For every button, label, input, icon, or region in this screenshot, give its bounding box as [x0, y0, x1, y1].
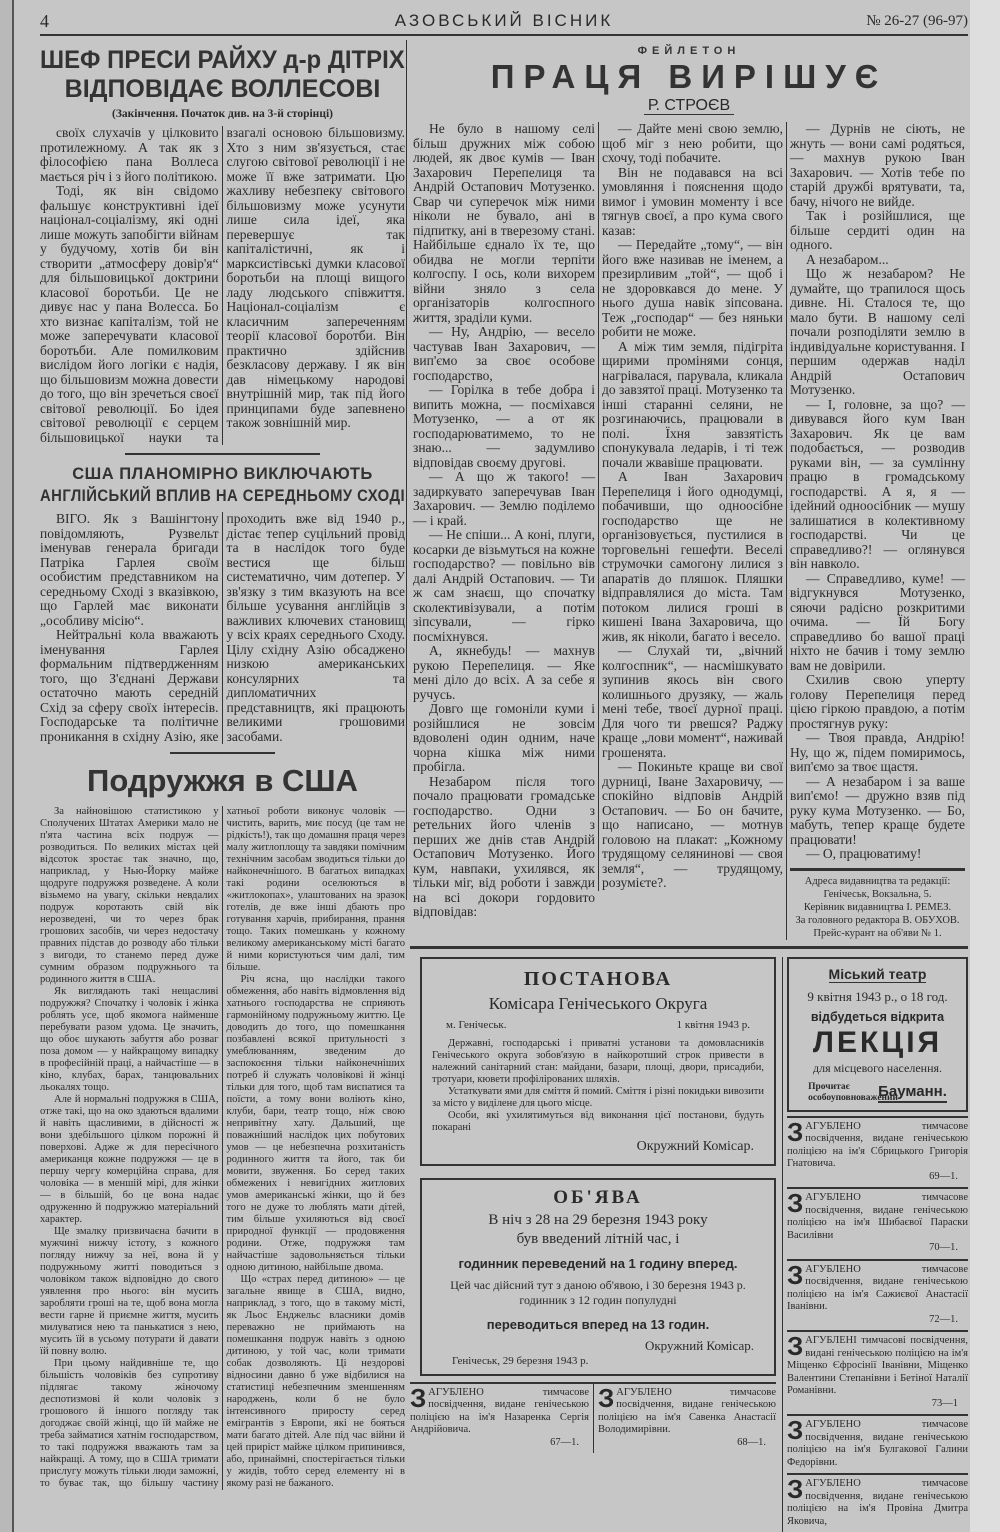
lost-notice-text: АГУБЛЕНО тимчасове посвідчення, видане генічеською поліцією на ім'я Савенка Анастасії Володимирівни.: [598, 1387, 776, 1436]
article-divider: [170, 752, 275, 754]
paragraph: Державні, господарські і приватні установи та домовласників Генічеського округа зобов'язую в найкоротший строк привести в належний санітарний стан: майдани, базари, площі, двори, присадиби, тротуари, кювети профілірованих шляхів.: [432, 1038, 764, 1086]
lost-notice: [593, 1382, 776, 1454]
paragraph: Схилив свою уперту голову Перепелиця перед цією гіркою правдою, а потім простягнув руку:: [790, 673, 965, 731]
notice-text: Цей час дійсний тут з даною об'явою, і 30 березня 1943 р. годинник з 12 годин популудні: [432, 1278, 764, 1308]
notice-box: [420, 1178, 776, 1376]
theatre-event: ЛЕКЦІЯ: [795, 1025, 960, 1061]
paragraph: — Дайте мені свою землю, щоб міг з нею робити, що схочу, тоді побачите.: [602, 122, 783, 166]
decree-date: 1 квітня 1943 р.: [677, 1018, 750, 1032]
paragraph: Він не подавався на всі умовляння і пояснення щодо вимог і умовин моменту і все тягнув своєї, а про кума свого казав:: [602, 166, 783, 239]
paragraph: За найновішою статистикою у Сполучених Штатах Америки мало не п'ята частина всіх подруж — розводиться. По великих містах цей відсоток зростає так значно, що, наприклад, у Нью-Йорку майже щодруге подружжя розведене. А коли візьмемо на увагу, скільки невдалих подруж коротають свій вік нерозведені, чи то через брак грошових засобів, чи через недостачу правних підстав до розводу або тільки з вигоди, то станемо перед дуже сумним образом подружнього та родинного життя в США.: [40, 806, 219, 986]
paragraph: А Іван Захарович Перепелиця і його однодумці, побачивши, що одноосібне господарство ще не організовується, пустилися в торговельні гешефти. Веселі струмочки самогону лилися з апаратів до пляшок. Пляшки відправлялися до міста. Там потоком лилися гроші в кишені Івана Захаровича, що жив, як ніколи, багато і весело.: [602, 470, 783, 644]
paragraph: Що «страх перед дитиною» — це загальне явище в США, видно, наприклад, з того, що в такому місті, як Льос Енджельс власники домів переважно не приймають на помешкання подруж навіть з одною дитиною, у той час, коли тримати собак дозволяють. Ці нездорові відносини давно б уже відбилися на статистиці небезпечним зменшенням народжень, коли б не було інтенсивного приросту серед емігрантів з Европи, які не бояться мати багато дітей. Але під час війни й цей приріст майже цілком припинився, або, принаймні, спостерігається тільки у жидів, тобто серед елементу ні в якому разі не бажаного.: [227, 1274, 406, 1490]
notice-line2: був введений літній час, і: [432, 1230, 764, 1249]
imprint-address-label: Адреса видавництва та редакції:: [790, 875, 965, 888]
drop-cap: З: [787, 1192, 803, 1214]
imprint: [790, 875, 965, 940]
mideast-headline-line2-text: АНГЛІЙСЬКИЙ ВПЛИВ НА СЕРЕДНЬОМУ СХОДІ: [40, 485, 405, 507]
imprint-address: Генічеськ, Вокзальна, 5.: [790, 888, 965, 901]
drop-cap: З: [787, 1264, 803, 1286]
ads-section: [410, 957, 968, 1532]
lost-notices-bottom: [410, 1382, 776, 1454]
decree-place: м. Генічеськ.: [446, 1018, 507, 1032]
mideast-headline-line1: [40, 463, 405, 485]
newspaper-title: АЗОВСЬКИЙ ВІСНИК: [395, 11, 613, 31]
drop-cap: З: [787, 1121, 803, 1143]
marriage-headline: [40, 762, 405, 800]
notice-bold1: годинник переведений на 1 годину вперед.: [432, 1255, 764, 1272]
article-divider: [125, 453, 320, 455]
ads-left: [410, 957, 782, 1454]
paragraph: — А незабаром і за ваше вип'ємо! — дружно взяв під руку кума Мотузенко. — Бо, мабуть, тепер краще будете працювати!: [790, 775, 965, 848]
lost-notice-number: 68—1.: [598, 1437, 776, 1450]
paragraph: При цьому найдивніше те, що більшість чоловіків без супротиву підлягає такому жіночому деспотизмові й коли чоловік з грошового й іншого погляду так догоджає своїй жінці, що їй майже не треба займатися хатнім господарством, то такі подружжя вважають там за найкращі. А тому, що в США тримати прислугу можуть тільки люди заможні, то буває так, що більшу частину хатньої роботи виконує чоловік — чистить, варить, миє посуд (це там не рідкість!), так що домашня праця через малу житлоплощу та завдяки помічним технічним засобам зводиться тільки до найконечнішого. В багатьох випадках такі родини оселюються в «житлокопах», улаштованих на зразок готелів, де вже інші дбають про готування харчів, прибирання, прання тощо. Таких помешкань у кожному великому американському місті багато й ними користуються чим далі, тим більше.: [40, 806, 405, 1490]
lost-notice-number: 69—1.: [787, 1171, 968, 1184]
lost-notice: [787, 1414, 968, 1473]
drop-cap: З: [787, 1335, 803, 1357]
paragraph: Що ж незабаром? Не думайте, що трапилося щось дивне. Ні. Сталося те, що мало бути. В нашому селі почали розподіляти землю в індивідуальне користування. І першим одержав наділ Андрій Остапович Мотузенко.: [790, 267, 965, 398]
lost-notice-text: АГУБЛЕНО тимчасове посвідчення, видане генічеською поліцією на ім'я Сбрицького Григорія Гнатовича.: [787, 1121, 968, 1170]
theatre-title: [795, 965, 960, 983]
paragraph: Річ ясна, що наслідки такого обмеження, або навіть відмовлення від хатнього господарства не сприяють гармонійному подружньому життю. Це доводить до того, що помешкання позбавлені всякої притульності з умеблюванням, зведеним до заспокоєння тільки найконечніших потреб й служать чоловікові й жінці тільки для того, щоб там виспатися та поїсти, а тому вони воліють кіно, клуби, бари, театр тощо, ніж свою непривітну хату. Дальший, ще поважніший наслідок цих побутових умов — це небезпечна розхитаність родинного життя та його, так би мовити, звуження. Бо серед таких обмежених і невигідних житлових умов американські жінки, що й без того не дуже то люблять мати дітей, тим більше ухиляються від своєї природної функції — продовження родини. Отже, подружжя там найчастіше задовольняється тільки одною дитиною, найбільше двома.: [227, 974, 406, 1274]
decree-place-date: [432, 1018, 764, 1032]
paragraph: Ще змалку призвичаєна бачити в мужчині нижчу істоту, з кожного погляду нижчу за неї, вона й у подружньому житті поводиться з чоловіком також відповідно до свого уявлення про нього: він мусить заробляти гроші на те, щоб вона могла вести гарне й приємне життя, мусить милуватися нею та панькатися з нею, мусить їй в усьому потурати й давати їй повну волю.: [40, 1226, 219, 1358]
imprint-editor: За головного редактора В. ОБУХОВ.: [790, 914, 965, 927]
paragraph: Але й нормальні подружжя в США, отже такі, що на око здаються вдалими й навіть щасливими, в дійсності ж вони здебільшого цілком порожні й поверхові. Адже ж для пересічного американця кожне подружжя — це в першу чергу комерційна справа, для чоловіка — в меншій мірі, для жінки — в більшій, бо це вона надає одруженню й подружжю матеріальний характер.: [40, 1094, 219, 1226]
decree-signature: Окружний Комісар.: [432, 1138, 764, 1156]
paragraph: А між тим земля, підігріта щирими промінями сонця, нагрівалася, парувала, кликала до завзятої праці. Мотузенко та інші старанні селяни, не розгинаючись, працювали в полі. Їхня завзятість спонукувала ледарів, і ті теж почали жвавіше працювати.: [602, 340, 783, 471]
wallace-headline-line2: [40, 75, 405, 104]
lost-notice-text: АГУБЛЕНО тимчасове посвідчення, видане генічеською поліцією на ім'я Шибаєвої Параски Василівни: [787, 1192, 968, 1241]
feuilleton-column-2: [598, 122, 786, 891]
notice-bold2: переводиться вперед на 13 годин.: [432, 1316, 764, 1333]
feuilleton-author: [410, 96, 968, 116]
paragraph: — Не спіши... А коні, плуги, косарки де візьмуться на кожне господарство? — повільно вів далі Андрій Остапович. — Ти ж сам знаєш, що спочатку сколективізували, а потім зіпсували, — гірко посміхнувся.: [413, 528, 595, 644]
theatre-speaker-row: [795, 1082, 960, 1104]
paragraph: Так і розійшлися, ще більше сердиті один на одного.: [790, 209, 965, 253]
marriage-body: [40, 806, 405, 1490]
drop-cap: З: [787, 1478, 803, 1500]
page-number: 4: [40, 11, 160, 32]
feuilleton-title: [410, 58, 968, 96]
paragraph: — Справедливо, куме! — відгукнувся Мотузенко, сяючи радісно розкритими очима. — Їй Богу справедливо бо вашої праці ніхто не бачив і тому землю вам не довірили.: [790, 572, 965, 674]
theatre-speaker: Бауманн.: [878, 1082, 947, 1103]
lost-notice: [410, 1382, 593, 1454]
paragraph: — Ну, Андрію, — весело частував Іван Захарович, — вип'ємо за своє особове господарство,: [413, 325, 595, 383]
lost-notice: [787, 1330, 968, 1414]
issue-number: № 26-27 (96-97): [848, 13, 968, 30]
paragraph: своїх слухачів у цілковито протилежному. А так як з філософією пана Воллеса мається річ і з його політикою.: [40, 126, 219, 184]
paragraph: Особи, які ухилятимуться від виконання цієї постанови, будуть покарані: [432, 1110, 764, 1134]
notice-place-date: Генічеськ, 29 березня 1943 р.: [432, 1354, 764, 1368]
paragraph: — О, працюватиму!: [790, 847, 965, 862]
feuilleton-columns: [410, 122, 968, 940]
page-edge-right: [970, 0, 1000, 1532]
drop-cap: З: [787, 1419, 803, 1441]
marriage-headline-text: Подружжя в США: [87, 762, 358, 800]
lost-notice-number: 67—1.: [410, 1437, 589, 1450]
paragraph: — Слухай ти, „вічний колгоспник“, — насмішкувато зупинив якось він свого колишнього друзяку, — жаль мені тебе, твоєї дурної праці. Для чого ти рвешся? Раджу краще „лови момент“, наживай грошенята.: [602, 644, 783, 760]
lost-notice-number: 72—1.: [787, 1314, 968, 1327]
imprint-publisher: Керівник видавництва І. РЕМЕЗ.: [790, 901, 965, 914]
notice-signature: Окружний Комісар.: [432, 1337, 764, 1354]
theatre-audience: для місцевого населення.: [795, 1061, 960, 1076]
paragraph: — Покиньте краще ви свої дурниці, Іване Захаровичу, — спокійно відповів Андрій Остапович. — Бо он бачите, що написано, — мотнув головою на плакат: „Кожному трудящому селянинові — своя земля“, — трудящому, розумієте?.: [602, 760, 783, 891]
theatre-title-text: Міський театр: [829, 966, 927, 983]
theatre-line: відбудеться відкрита: [795, 1009, 960, 1025]
paragraph: Довго ще гомоніли куми і розійшлися не зовсім вдоволені один одним, наче чорна кішка між ними пробігла.: [413, 702, 595, 775]
wallace-subtitle: (Закінчення. Початок див. на 3-й сторінці): [40, 107, 405, 121]
paragraph: А незабаром...: [790, 253, 965, 268]
decree-subtitle: Комісара Генічеського Округа: [432, 993, 764, 1014]
lost-notice: [787, 1473, 968, 1532]
wallace-headline: [40, 46, 405, 104]
theatre-by-label: Прочитає особоуповноважений: [808, 1082, 878, 1104]
feuilleton-title-text: ПРАЦЯ ВИРІШУЄ: [491, 58, 888, 96]
paragraph: — Дурнів не сіють, не жнуть — вони самі родяться, — махнув рукою Іван Захарович. — Хотів тебе по старій дружбі врятувати, та, бачу, нічого не вийде.: [790, 122, 965, 209]
notice-title: ОБ'ЯВА: [432, 1186, 764, 1209]
imprint-rule: [790, 868, 965, 871]
lost-notice-number: 73—1: [787, 1398, 968, 1411]
drop-cap: З: [598, 1387, 614, 1409]
paragraph: А, якнебудь! — махнув рукою Перепелиця. — Яке мені діло до всіх. А за себе я ручусь.: [413, 644, 595, 702]
wallace-headline-line1: [40, 46, 405, 75]
paragraph: — А що ж такого! — задиркувато заперечував Іван Захарович. — Землю поділемо — і край.: [413, 470, 595, 528]
left-column: [40, 44, 405, 1490]
lost-notice-text: АГУБЛЕНО тимчасове посвідчення, видане генічеською поліцією на ім'я Сажиєвої Анастасії Іванівни.: [787, 1264, 968, 1313]
paragraph: Незабаром після того почало працювати громадське господарство. Одни з ретельних його членів з перших же днів став Андрій Остапович Мотузенко. Його кум, навпаки, ухилявся, як тільки міг, від роботи і завжди на всі докори гордовито відповідав:: [413, 775, 595, 920]
imprint-price-list: Прейс-курант на об'яви № 1.: [790, 927, 965, 940]
lost-notice: [787, 1187, 968, 1259]
theatre-date: 9 квітня 1943 р., о 18 год.: [795, 989, 960, 1005]
lost-notice: [787, 1116, 968, 1188]
feuilleton-column-3: [786, 122, 968, 940]
paragraph: — І, головне, за що? — дивувався його кум Іван Захарович. Як це вам подобається, — розводив руками він, — за сумлінну працю в громадському господарстві. А я, я — ідейний одноосібник — мушу залишатися в колективному господарстві. Чи це справедливо?! — оглянувся він навколо.: [790, 398, 965, 572]
decree-body: [432, 1038, 764, 1134]
wallace-headline-line1-text: ШЕФ ПРЕСИ РАЙХУ д-р ДІТРІХ: [40, 46, 405, 75]
mideast-headline-line1-text: США ПЛАНОМІРНО ВИКЛЮЧАЮТЬ: [72, 463, 373, 485]
paragraph: Нейтральні кола вважають іменування Гарлея формальним підтвердженням того, що З'єднані Держави остаточно мають середній Схід за сферу своїх інтересів. Господарське та політичне проникання в східну Азію, яке проходить вже від 1940 р., дістає тепер суцільний провід та в наслідок того буде вестися ще більш систематично, чим дотепер. У зв'язку з тим вказують на все більше усування англійців з важливих ключевих становищ у всіх краях середнього Сходу. Цілу східну Азію обсаджено низкою американських консулярних та дипломатичних представництв, які працюють великими грошовими засобами.: [40, 512, 405, 744]
feuilleton-column-3-text: [790, 122, 965, 862]
column-divider: [406, 40, 407, 900]
ads-section-rule: [410, 946, 968, 949]
lost-notice-number: 70—1.: [787, 1242, 968, 1255]
mideast-headline: [40, 463, 405, 507]
notice-line1: В ніч з 28 на 29 березня 1943 року: [432, 1211, 764, 1230]
feuilleton-author-name: Р. СТРОЄВ: [644, 97, 734, 115]
decree-title: ПОСТАНОВА: [432, 967, 764, 991]
lost-notice: [787, 1259, 968, 1331]
right-area: [410, 44, 968, 1532]
decree-box: [420, 957, 776, 1166]
lost-notice-text: АГУБЛЕНО тимчасове посвідчення, видане генічеською поліцією на ім'я Провіна Дмитра Яковича,: [787, 1478, 968, 1527]
feuilleton-rubric: ФЕЙЛЕТОН: [410, 44, 968, 58]
wallace-headline-line2-text: ВІДПОВІДАЄ ВОЛЛЕСОВІ: [65, 75, 381, 104]
paragraph: — Горілка в тебе добра і випить можна, — посміхався Мотузенко, — а от як господарюватимемо, то не знаю... — задумливо відповідав своєму другові.: [413, 383, 595, 470]
paragraph: Устаткувати ями для сміття й помий. Сміття і різні покидьки вивозити за місто у виділене для цього місце.: [432, 1086, 764, 1110]
mideast-body: [40, 512, 405, 744]
theatre-box: [787, 957, 968, 1112]
wallace-body: [40, 126, 405, 445]
mideast-headline-line2: [40, 485, 405, 507]
paragraph: Не було в нашому селі більш дружних між собою людей, як двоє кумів — Іван Захарович Перепелиця та Андрій Остапович Мотузенко. Свар чи суперечок між ними ніколи не бувало, ані в підпитку, ані в тверезому стані. Найбільше єднало їх те, що обидва не могли терпіти колгоспу. І ось, коли вихорем війни зняло з села організаторів колгоспного життя, зраділи куми.: [413, 122, 595, 325]
feuilleton-column-1: [410, 122, 598, 920]
drop-cap: З: [410, 1387, 426, 1409]
paragraph: ВІГО. Як з Вашінгтону повідомляють, Рузвельт іменував генерала бригади Патріка Гарлея своїм особистим представником на середньому Сході з вказівкою, що Гарлей має виконати „особливу місію“.: [40, 512, 219, 628]
lost-notice-text: АГУБЛЕНІ тимчасові посвідчення, видані генічеською поліцією на ім'я Міщенко Єфросінії Іванівни, Міщенко Валентини Степанівни і Бетіної Наталії Романівни.: [787, 1335, 968, 1396]
lost-notice-text: АГУБЛЕНО тимчасове посвідчення, видане генічеською поліцією на ім'я Назаренка Сергія Андрійовича.: [410, 1387, 589, 1436]
paragraph: — Передайте „тому“, — він його вже називав не іменем, а презирливим „той“, — щоб і не здоровкався до мене. У нього душа навік зіпсована. Теж „господар“ — без няньки робити не може.: [602, 238, 783, 340]
paragraph: Як виглядають такі нещасливі подружжя? Спочатку і чоловік і жінка роблять усе, щоб якомога найменше перебувати разом удома. Це значить, що обоє шукають забуття або розваг поза домом — у найкращому випадку в професійній праці, а найчастіше — в кіно, клубах, барах, танцювальних льокалях тощо.: [40, 986, 219, 1094]
masthead: [40, 8, 968, 36]
ads-right: [782, 957, 968, 1532]
paragraph: — Твоя правда, Андрію! Ну, що ж, підем помиримось, вип'ємо за твоє щастя.: [790, 731, 965, 775]
lost-notice-text: АГУБЛЕНО тимчасове посвідчення, видане генічеською поліцією на ім'я Булгакової Галини Федорівни.: [787, 1419, 968, 1468]
paragraph: Тоді, як він свідомо фальшує конструктивні ідеї націонал-соціалізму, які одні лише можуть запобігти війнам у будучому, хотів би він створити „атмосферу довір'я“ для більшовицької доктрини класової боротьби. Це не дивує нас у пана Волесса. Бо хто визнає капіталізм, той не може заперечувати класової боротьби. Але помилковим вислідом його логіки є надія, що більшовизм можна довести до того, що він зречеться своєї світової революції. Бо ідея світової революції є серцем більшовицької науки та взагалі основою більшовизму. Хто з ним зв'язується, стає слугою світової революції і не може її вже затримати. Цю жахливу небезпеку світового більшовизму може усунути лише сила ідеї, яка перевершує так капіталістичні, як і марксистівські думки класової боротьби на площі вищого ладу людського співжиття. Націонал-соціалізм є класичним запереченням теорії класової боротби. Він практично здійснив безкласову державу. І як він дав німецькому народові внутрішній мир, так під його принципами буде запевнено також зовнішній мир.: [40, 126, 405, 445]
page-edge-left: [0, 0, 14, 1532]
